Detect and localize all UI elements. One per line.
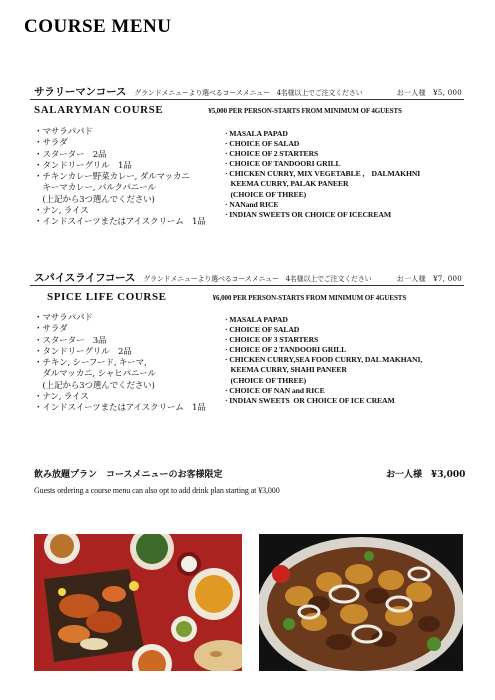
list-item: ・インドスイーツまたはアイスクリーム 1品 [34,217,206,228]
course-jp-description: グランドメニューより選べるコースメニュー 4名様以上でご注文ください [143,275,372,283]
course-jp-price: お一人様 ¥7, 000 [396,275,462,283]
indian-food-spread-image [34,534,242,671]
course-en-header [47,291,477,303]
drink-plan-note: Guests ordering a course menu can also opt to add drink plan starting at ¥3,000 [34,486,280,495]
list-item: · NANand RICE [225,199,279,209]
divider-line [30,285,464,286]
course-en-description: ¥6,000 PER PERSON-STARTS FROM MINIMUM OF 4GUESTS [212,294,407,302]
list-item: · CHOICE OF SALAD [225,139,300,149]
list-item: KEEMA CURRY, PALAK PANEER [225,179,349,189]
list-item: · CHOICE OF NAN and RICE [225,385,325,395]
course-en-name: SALARYMAN COURSE [34,104,164,116]
course-en-description: ¥5,000 PER PERSON-STARTS FROM MINIMUM OF 4GUESTS [208,107,402,115]
list-item: · CHOICE OF 3 STARTERS [225,335,319,345]
list-item: ・スターター 3品 [34,335,107,346]
list-item: · CHOICE OF 2 STARTERS [225,149,319,159]
list-item: ・マサラパパド [34,313,93,323]
list-item: KEEMA CURRY, SHAHI PANEER [225,365,347,375]
list-item: ・チキンカレー野菜カレー, ダルマッカニ [34,172,190,183]
list-item: ・マサラパパド [34,127,93,137]
course-jp-name: スパイスライフコース [34,272,136,284]
kebab-platter-image [259,534,463,671]
course-en-item-list [225,129,420,220]
list-item: · MASALA PAPAD [225,315,288,324]
course-en-name: SPICE LIFE COURSE [47,291,167,303]
list-item: ダルマッカニ, シャヒパニール [34,369,156,380]
course-en-item-list [225,315,422,406]
list-item: (CHOICE OF THREE) [225,189,307,199]
list-item: ・サラダ [34,138,68,149]
list-item: · CHOICE OF TANDOORI GRILL [225,159,341,169]
drink-plan-title: 飲み放題プラン コースメニューのお客様限定 [34,470,223,480]
divider-line [30,99,464,100]
list-item: ・ナン, ライス [34,392,89,403]
list-item: · CHICKEN CURRY,SEA FOOD CURRY, DAL MAKHANI, [225,355,423,365]
list-item: ・ナン, ライス [34,206,89,217]
page-title: COURSE MENU [24,16,172,37]
list-item: ・タンドリーグリル 2品 [34,346,132,357]
course-jp-name: サラリーマンコース [34,86,127,98]
list-item: ・インドスイーツまたはアイスクリーム 1品 [34,403,206,414]
list-item: ・サラダ [34,324,68,335]
list-item: · CHICKEN CURRY, MIX VEGETABLE , DALMAKHNI [225,169,421,179]
list-item: (上記から3つ選んでください) [34,194,155,205]
list-item: ・チキン, シーフード, キーマ, [34,358,147,369]
course-jp-header [34,270,462,285]
list-item: キーマカレー, パルクパニール [34,183,156,194]
course-jp-description: グランドメニューより選べるコースメニュー 4名様以上でご注文ください [134,89,363,97]
list-item: · INDIAN SWEETS OR CHOICE OF ICECREAM [225,209,392,219]
list-item: (CHOICE OF THREE) [225,375,307,385]
list-item: · INDIAN SWEETS OR CHOICE OF ICE CREAM [225,395,395,405]
course-jp-item-list [34,127,206,229]
drink-plan-price: お一人様 ¥3,000 [386,470,466,480]
course-jp-item-list [34,313,206,415]
list-item: · MASALA PAPAD [225,129,288,138]
course-jp-price: お一人様 ¥5, 000 [396,89,462,97]
list-item: (上記から3つ選んでください) [34,380,155,391]
list-item: ・スターター 2品 [34,149,107,160]
course-jp-header [34,84,462,99]
course-en-header [34,104,464,116]
list-item: ・タンドリーグリル 1品 [34,160,132,171]
list-item: · CHOICE OF SALAD [225,325,300,335]
list-item: · CHOICE OF 2 TANDOORI GRILL [225,345,347,355]
